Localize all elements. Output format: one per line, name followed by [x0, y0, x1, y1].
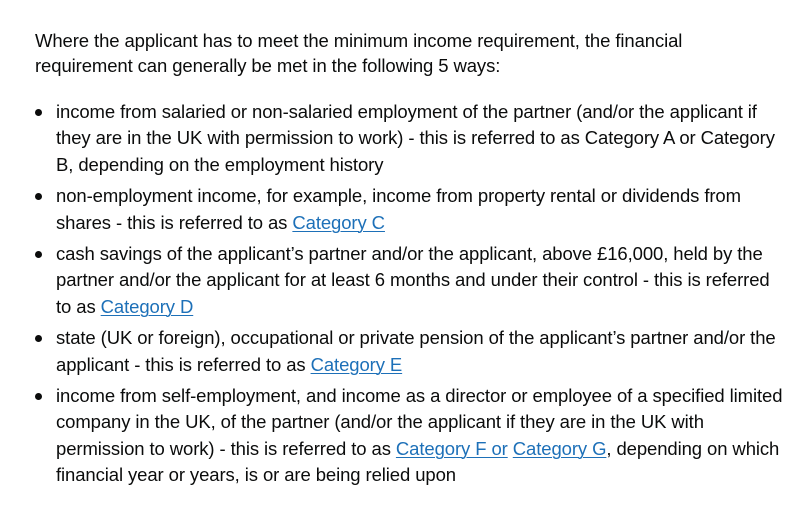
category-e-link[interactable]: Category E	[310, 353, 403, 375]
list-item-text: income from salaried or non-salaried employment of the partner (and/or the applicant if they are in the UK with permission to work) - this is referred to as Category A or Category B, depending on the employment history	[56, 101, 775, 175]
list-item-text-after: , depending on which financial year or years, is or are being relied upon	[56, 437, 780, 486]
list-item-category-e	[35, 325, 784, 378]
income-ways-list	[35, 99, 784, 489]
category-f-link[interactable]: Category F or	[395, 437, 508, 459]
list-item-category-a-b	[35, 99, 784, 178]
list-item-text: non-employment income, for example, income from property rental or dividends from shares - this is referred to as	[56, 185, 741, 233]
intro-line-1: Where the applicant has to meet the minimum income requirement, the financial	[35, 30, 683, 51]
category-d-link[interactable]: Category D	[100, 295, 194, 317]
bullet-icon	[35, 335, 42, 342]
intro-paragraph	[35, 28, 784, 78]
category-c-link[interactable]: Category C	[292, 211, 385, 233]
bullet-icon	[35, 193, 42, 200]
intro-line-2: requirement can generally be met in the following 5 ways:	[35, 55, 501, 76]
list-item-category-f-g	[35, 383, 784, 489]
list-item-text: state (UK or foreign), occupational or private pension of the applicant’s partner and/or the applicant - this is referred to as	[56, 327, 776, 375]
bullet-icon	[35, 251, 42, 258]
list-item-text: cash savings of the applicant’s partner and/or the applicant, above £16,000, held by the partner and/or the applicant for at least 6 months and under their control - this is referred to as	[56, 243, 770, 317]
bullet-icon	[35, 393, 42, 400]
list-item-category-c	[35, 183, 784, 236]
list-item-text: income from self-employment, and income as a director or employee of a specified limited company in the UK, of the partner (and/or the applicant if they are in the UK with permission to work) - this is referred to as	[56, 385, 783, 459]
category-g-link[interactable]: Category G	[512, 437, 607, 459]
list-item-category-d	[35, 241, 784, 320]
bullet-icon	[35, 109, 42, 116]
